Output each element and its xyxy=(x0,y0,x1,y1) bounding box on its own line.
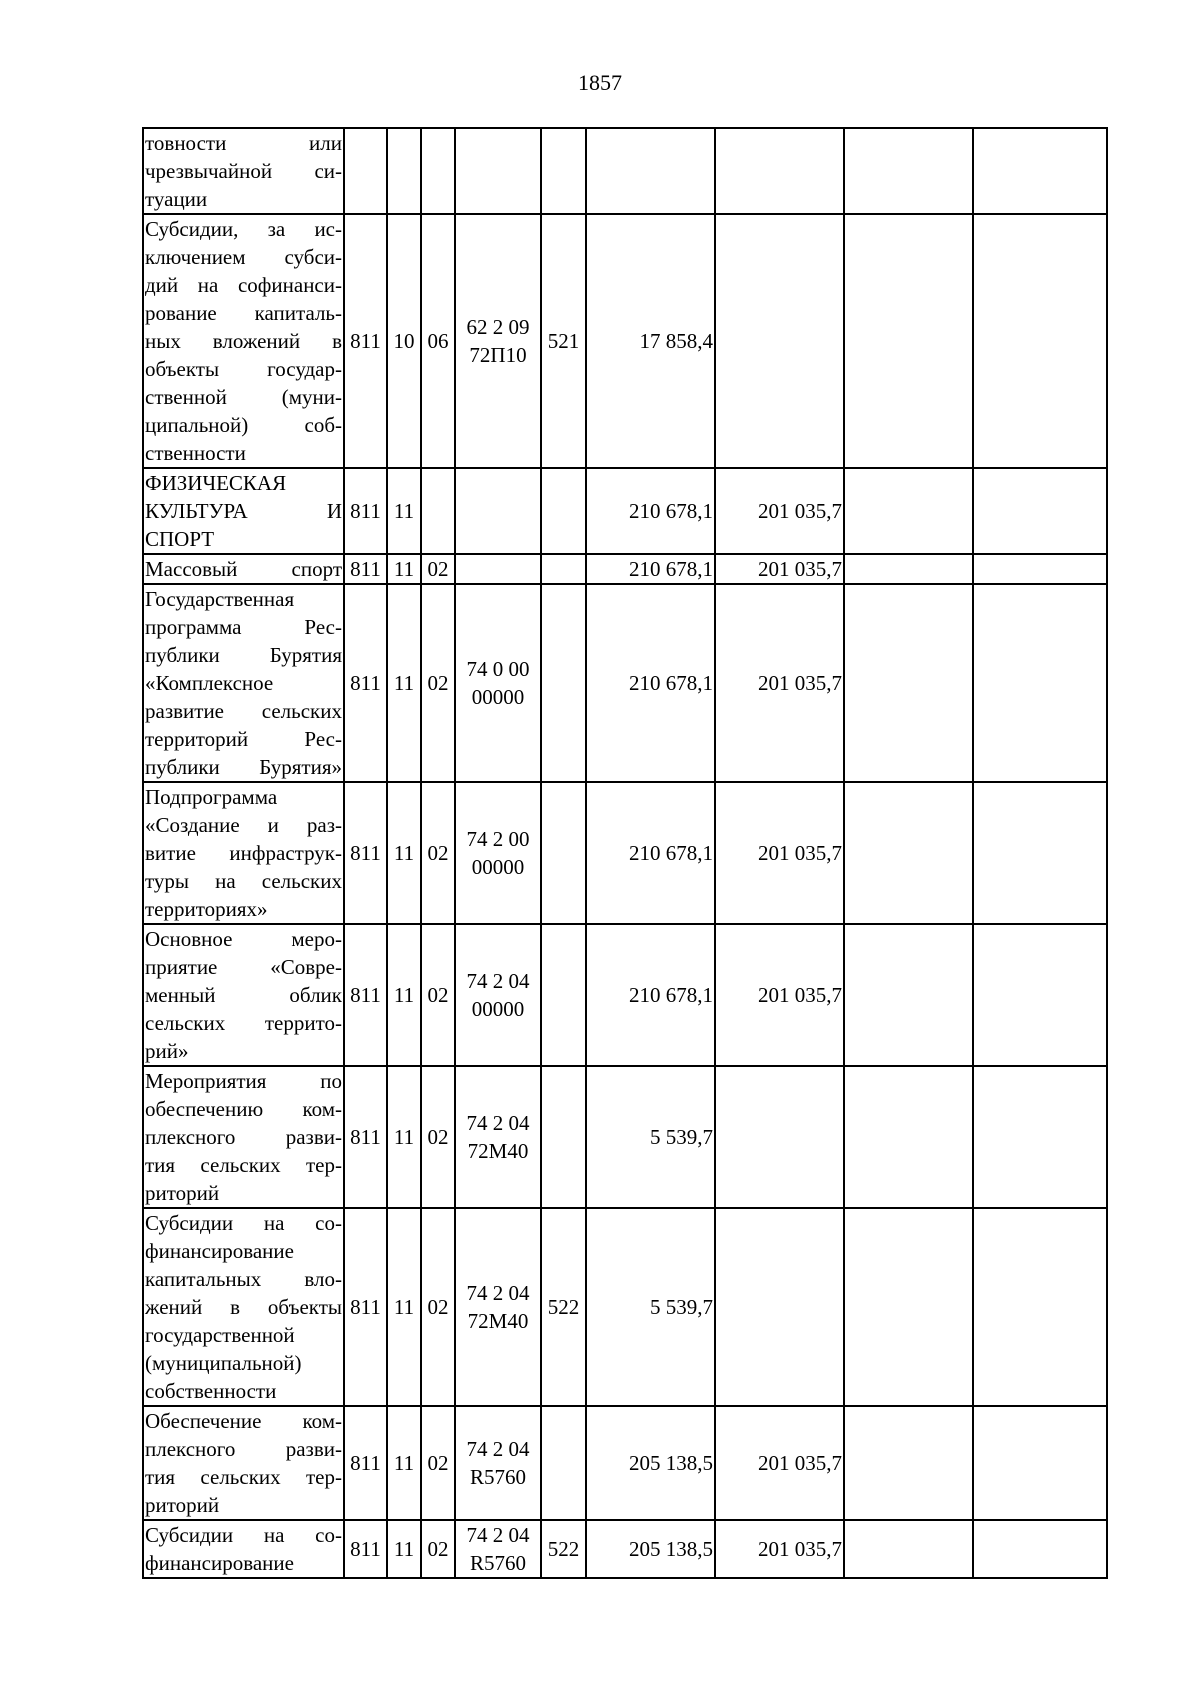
cell-sum-2: 201 035,7 xyxy=(715,1520,844,1578)
table-row xyxy=(143,214,1107,468)
cell-sum-1: 210 678,1 xyxy=(586,554,715,584)
cell-gr: 811 xyxy=(344,554,387,584)
cell-pr: 02 xyxy=(421,924,455,1066)
table-row xyxy=(143,1208,1107,1406)
cell-gr xyxy=(344,128,387,214)
cell-sum-1 xyxy=(586,128,715,214)
cell-vr xyxy=(541,1406,586,1520)
cell-pr: 02 xyxy=(421,554,455,584)
cell-sum-3 xyxy=(844,1520,973,1578)
cell-sum-1: 5 539,7 xyxy=(586,1208,715,1406)
cell-gr: 811 xyxy=(344,924,387,1066)
cell-sum-3 xyxy=(844,1066,973,1208)
cell-csr: 74 0 00 00000 xyxy=(455,584,541,782)
cell-gr: 811 xyxy=(344,782,387,924)
cell-csr: 74 2 04 00000 xyxy=(455,924,541,1066)
cell-sum-3 xyxy=(844,924,973,1066)
cell-rz: 11 xyxy=(387,554,421,584)
table-row xyxy=(143,554,1107,584)
cell-sum-4 xyxy=(973,554,1107,584)
cell-vr: 522 xyxy=(541,1520,586,1578)
cell-csr: 62 2 09 72П10 xyxy=(455,214,541,468)
cell-vr xyxy=(541,554,586,584)
cell-csr: 74 2 04 72М40 xyxy=(455,1208,541,1406)
cell-csr: 74 2 04 72М40 xyxy=(455,1066,541,1208)
cell-sum-2 xyxy=(715,1066,844,1208)
cell-vr xyxy=(541,128,586,214)
cell-gr: 811 xyxy=(344,468,387,554)
cell-pr: 02 xyxy=(421,1406,455,1520)
cell-sum-3 xyxy=(844,1208,973,1406)
cell-sum-3 xyxy=(844,468,973,554)
cell-name: Субсидии на со- финансирование xyxy=(143,1520,344,1578)
cell-sum-1: 205 138,5 xyxy=(586,1520,715,1578)
cell-vr: 522 xyxy=(541,1208,586,1406)
cell-sum-1: 5 539,7 xyxy=(586,1066,715,1208)
cell-gr: 811 xyxy=(344,1066,387,1208)
table-row xyxy=(143,468,1107,554)
cell-sum-2 xyxy=(715,128,844,214)
cell-vr xyxy=(541,584,586,782)
cell-sum-3 xyxy=(844,554,973,584)
cell-pr: 02 xyxy=(421,584,455,782)
budget-table xyxy=(142,127,1108,1579)
cell-rz: 11 xyxy=(387,924,421,1066)
cell-sum-4 xyxy=(973,782,1107,924)
cell-vr xyxy=(541,468,586,554)
cell-rz xyxy=(387,128,421,214)
cell-name: Государственная программа Рес- публики Бурятия «Комплексное развитие сельских территорий Рес- публики Бурятия» xyxy=(143,584,344,782)
cell-gr: 811 xyxy=(344,1520,387,1578)
cell-sum-2: 201 035,7 xyxy=(715,468,844,554)
table-row xyxy=(143,1520,1107,1578)
cell-name: товности или чрезвычайной си- туации xyxy=(143,128,344,214)
cell-gr: 811 xyxy=(344,1406,387,1520)
cell-sum-4 xyxy=(973,1406,1107,1520)
cell-sum-1: 210 678,1 xyxy=(586,584,715,782)
cell-rz: 11 xyxy=(387,1066,421,1208)
cell-sum-1: 210 678,1 xyxy=(586,782,715,924)
cell-sum-4 xyxy=(973,1208,1107,1406)
cell-csr: 74 2 00 00000 xyxy=(455,782,541,924)
cell-sum-2 xyxy=(715,214,844,468)
cell-sum-2 xyxy=(715,1208,844,1406)
cell-vr xyxy=(541,782,586,924)
cell-name: Субсидии, за ис- ключением субси- дий на софинанси- рование капиталь- ных вложений в объекты государ- ственной (муни- ципальной) соб- ственности xyxy=(143,214,344,468)
cell-rz: 11 xyxy=(387,1208,421,1406)
cell-rz: 11 xyxy=(387,584,421,782)
cell-pr: 02 xyxy=(421,1208,455,1406)
cell-pr xyxy=(421,468,455,554)
cell-name: Массовый спорт xyxy=(143,554,344,584)
cell-vr xyxy=(541,924,586,1066)
cell-sum-4 xyxy=(973,924,1107,1066)
cell-vr: 521 xyxy=(541,214,586,468)
cell-sum-3 xyxy=(844,584,973,782)
cell-csr: 74 2 04 R5760 xyxy=(455,1520,541,1578)
cell-rz: 11 xyxy=(387,1520,421,1578)
cell-sum-1: 205 138,5 xyxy=(586,1406,715,1520)
cell-rz: 10 xyxy=(387,214,421,468)
cell-csr xyxy=(455,554,541,584)
cell-rz: 11 xyxy=(387,1406,421,1520)
table-row xyxy=(143,924,1107,1066)
table-row xyxy=(143,1406,1107,1520)
cell-sum-3 xyxy=(844,128,973,214)
table-row xyxy=(143,128,1107,214)
page-number: 1857 xyxy=(578,70,622,95)
cell-sum-2: 201 035,7 xyxy=(715,584,844,782)
cell-name: ФИЗИЧЕСКАЯ КУЛЬТУРА И СПОРТ xyxy=(143,468,344,554)
cell-pr xyxy=(421,128,455,214)
cell-sum-2: 201 035,7 xyxy=(715,554,844,584)
cell-sum-3 xyxy=(844,1406,973,1520)
cell-sum-2: 201 035,7 xyxy=(715,782,844,924)
cell-sum-4 xyxy=(973,468,1107,554)
cell-sum-4 xyxy=(973,214,1107,468)
cell-name: Основное меро- приятие «Совре- менный облик сельских террито- рий» xyxy=(143,924,344,1066)
cell-sum-1: 17 858,4 xyxy=(586,214,715,468)
cell-name: Мероприятия по обеспечению ком- плексного разви- тия сельских тер- риторий xyxy=(143,1066,344,1208)
cell-name: Подпрограмма «Создание и раз- витие инфраструк- туры на сельских территориях» xyxy=(143,782,344,924)
cell-sum-3 xyxy=(844,214,973,468)
table-row xyxy=(143,584,1107,782)
cell-sum-3 xyxy=(844,782,973,924)
cell-sum-1: 210 678,1 xyxy=(586,924,715,1066)
cell-sum-1: 210 678,1 xyxy=(586,468,715,554)
cell-gr: 811 xyxy=(344,1208,387,1406)
cell-pr: 02 xyxy=(421,782,455,924)
cell-sum-4 xyxy=(973,1520,1107,1578)
cell-sum-2: 201 035,7 xyxy=(715,1406,844,1520)
cell-sum-4 xyxy=(973,128,1107,214)
cell-csr: 74 2 04 R5760 xyxy=(455,1406,541,1520)
cell-rz: 11 xyxy=(387,468,421,554)
cell-sum-2: 201 035,7 xyxy=(715,924,844,1066)
cell-sum-4 xyxy=(973,1066,1107,1208)
cell-pr: 06 xyxy=(421,214,455,468)
cell-sum-4 xyxy=(973,584,1107,782)
cell-pr: 02 xyxy=(421,1066,455,1208)
cell-csr xyxy=(455,128,541,214)
cell-vr xyxy=(541,1066,586,1208)
cell-csr xyxy=(455,468,541,554)
cell-name: Субсидии на со- финансирование капитальных вло- жений в объекты государственной (муниципальной) собственности xyxy=(143,1208,344,1406)
table-row xyxy=(143,1066,1107,1208)
table-body xyxy=(143,128,1107,1578)
table-row xyxy=(143,782,1107,924)
cell-name: Обеспечение ком- плексного разви- тия сельских тер- риторий xyxy=(143,1406,344,1520)
cell-gr: 811 xyxy=(344,584,387,782)
cell-gr: 811 xyxy=(344,214,387,468)
cell-rz: 11 xyxy=(387,782,421,924)
cell-pr: 02 xyxy=(421,1520,455,1578)
